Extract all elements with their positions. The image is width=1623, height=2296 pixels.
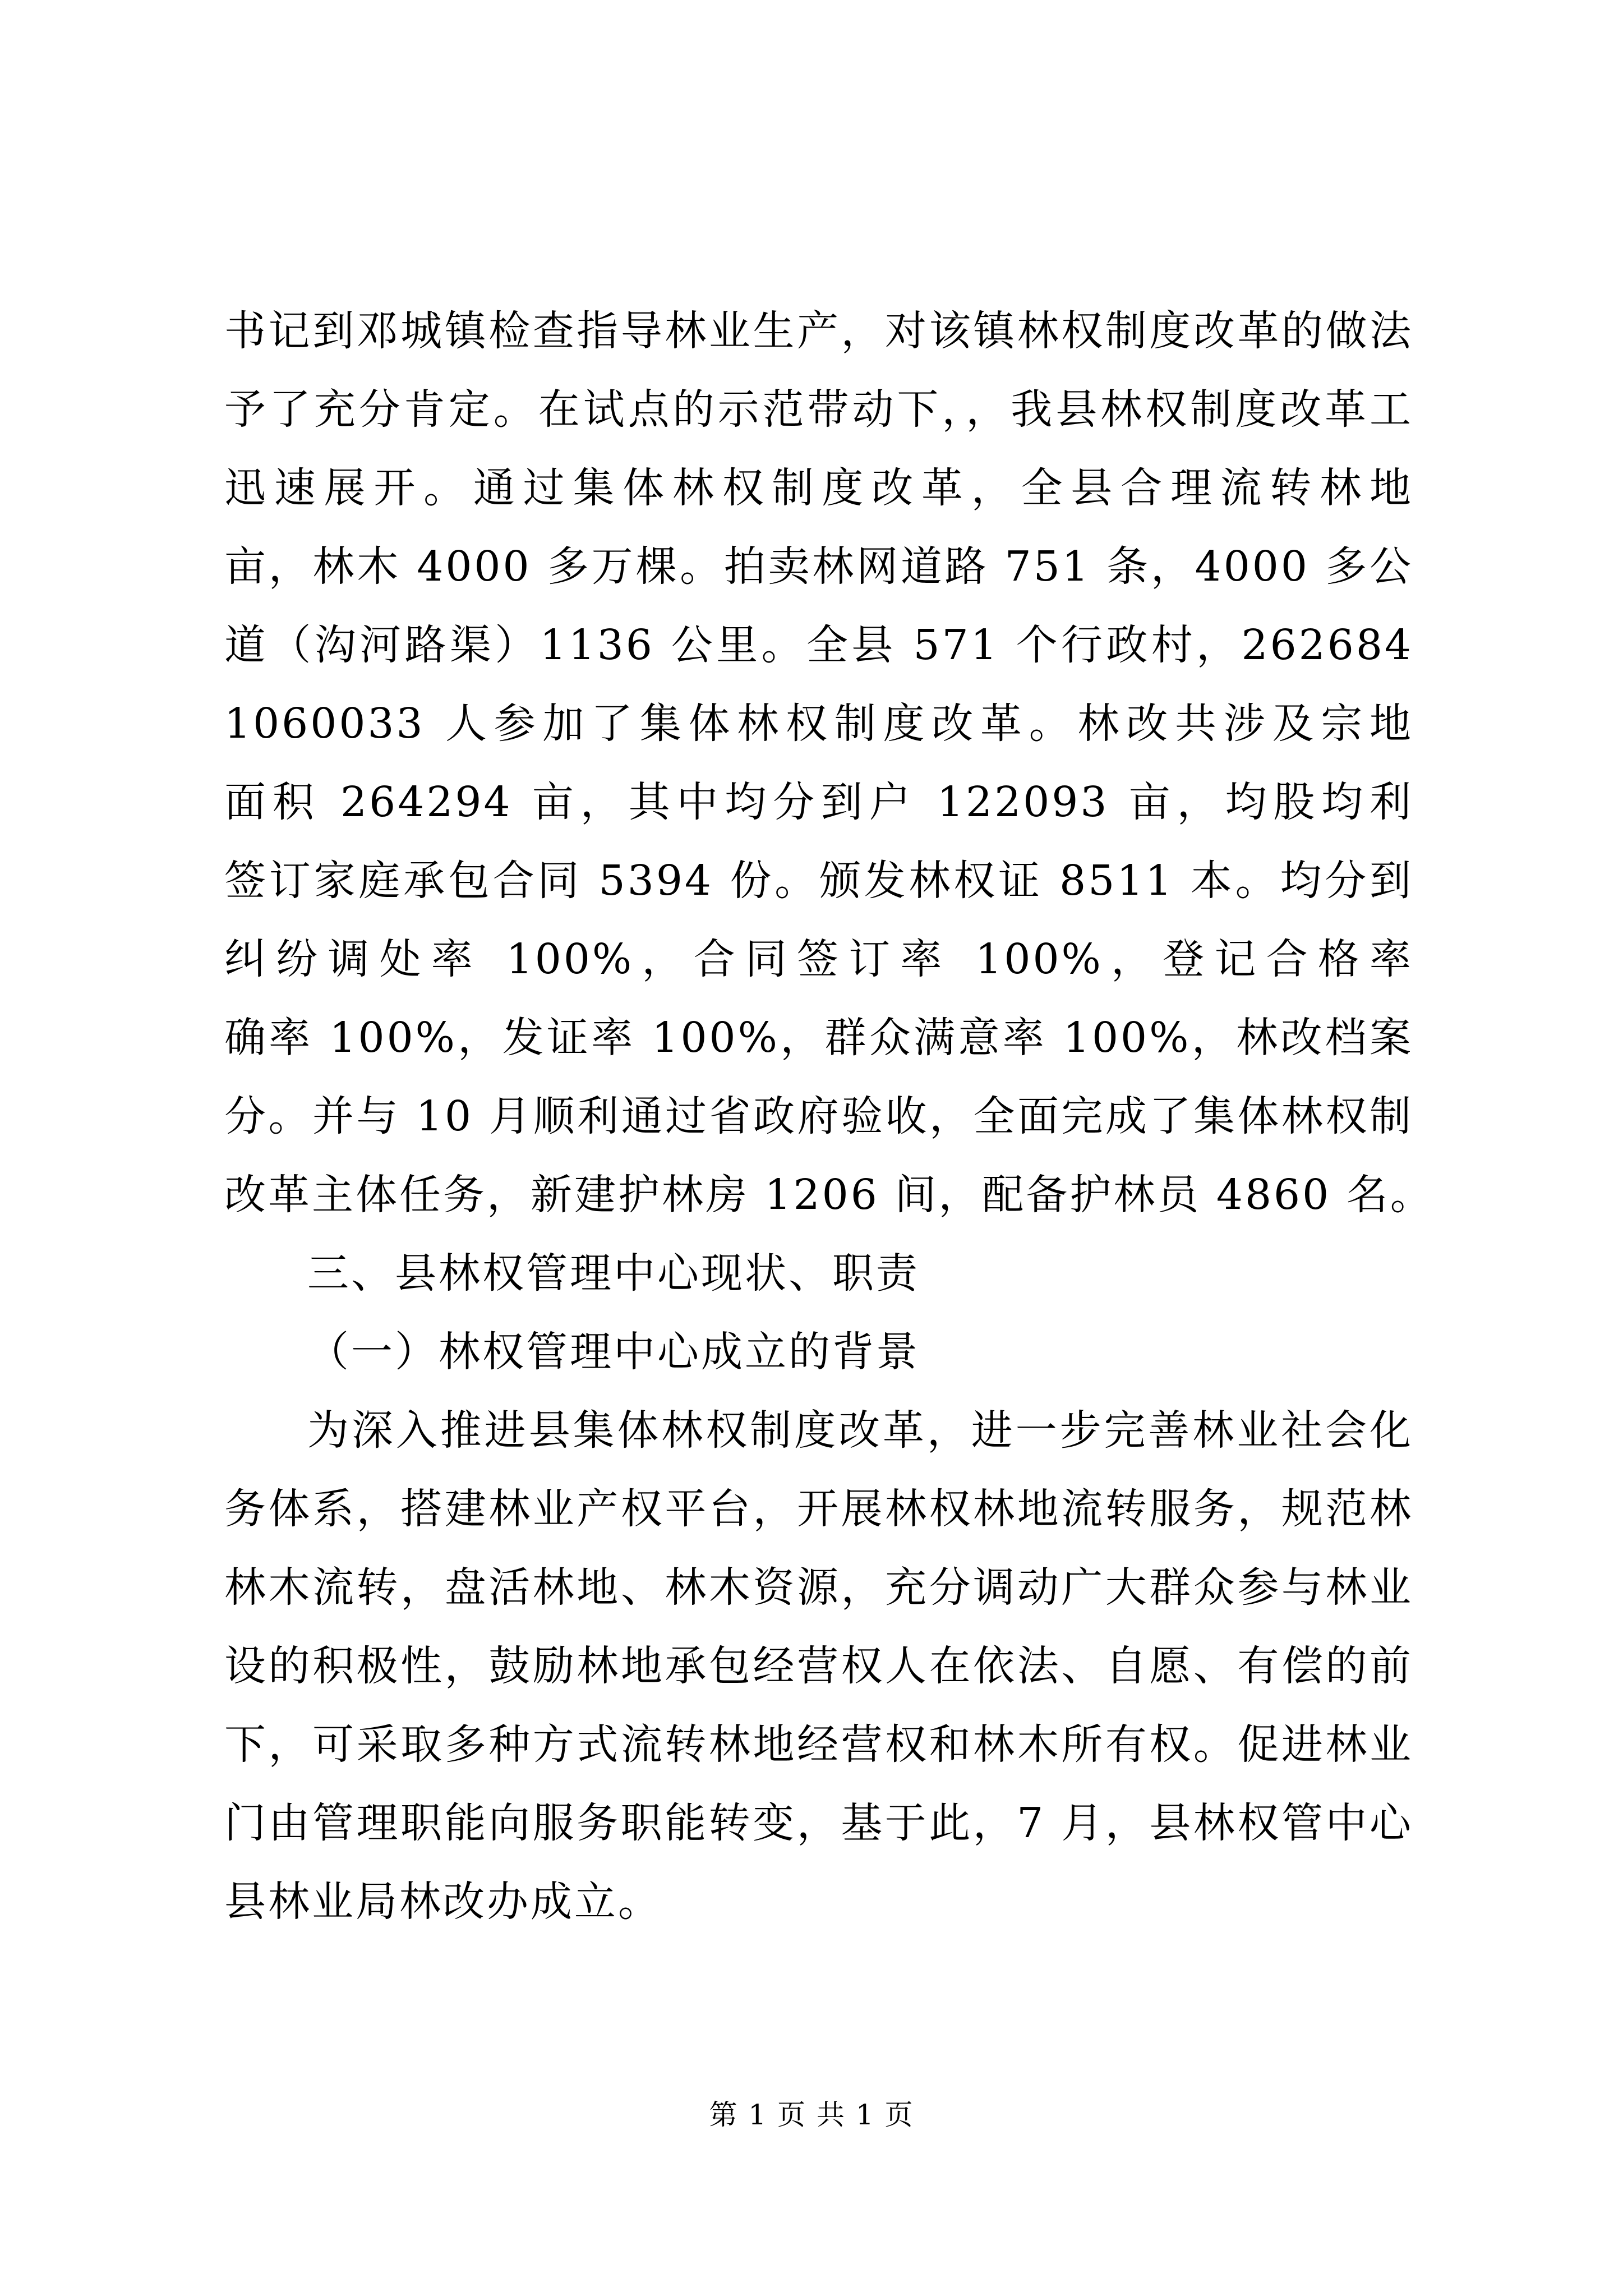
text-line: 签订家庭承包合同 5394 份。颁发林权证 8511 本。均分到 [224,857,1413,905]
text-line: 分。并与 10 月顺利通过省政府验收，全面完成了集体林权制 [224,1092,1413,1140]
text-line: 林木流转，盘活林地、林木资源，充分调动广大群众参与林业 [224,1563,1413,1612]
text-line: 迅速展开。通过集体林权制度改革，全县合理流转林地 [224,464,1413,512]
page-footer: 第 1 页 共 1 页 [709,2099,914,2131]
text-line: 县林业局林改办成立。 [224,1878,662,1926]
text-line: 确率 100%，发证率 100%，群众满意率 100%，林改档案 [224,1014,1413,1062]
text-line: 门由管理职能向服务职能转变，基于此，7 月，县林权管中心 [224,1799,1413,1847]
text-line: 下，可采取多种方式流转林地经营权和林木所有权。促进林业 [224,1720,1413,1769]
text-line: 改革主体任务，新建护林房 1206 间，配备护林员 4860 名。 [224,1171,1434,1219]
text-line: 1060033 人参加了集体林权制度改革。林改共涉及宗地 [224,700,1413,748]
text-line: 亩，林木 4000 多万棵。拍卖林网道路 751 条，4000 多公 [224,542,1413,591]
text-line: 三、县林权管理中心现状、职责 [307,1249,920,1297]
text-line: 书记到邓城镇检查指导林业生产，对该镇林权制度改革的做法 [224,307,1413,355]
text-line: （一）林权管理中心成立的背景 [307,1328,920,1376]
text-line: 予了充分肯定。在试点的示范带动下，，我县林权制度改革工 [224,385,1413,434]
text-line: 设的积极性，鼓励林地承包经营权人在依法、自愿、有偿的前 [224,1642,1413,1690]
text-line: 纠纷调处率 100%，合同签订率 100%，登记合格率 [224,935,1413,983]
text-line: 为深入推进县集体林权制度改革，进一步完善林业社会化 [307,1406,1413,1455]
document-body [224,292,1434,1941]
text-line: 务体系，搭建林业产权平台，开展林权林地流转服务，规范林 [224,1485,1413,1533]
text-line: 面积 264294 亩，其中均分到户 122093 亩，均股均利 [224,778,1413,826]
text-line: 道（沟河路渠）1136 公里。全县 571 个行政村，262684 [224,621,1413,669]
